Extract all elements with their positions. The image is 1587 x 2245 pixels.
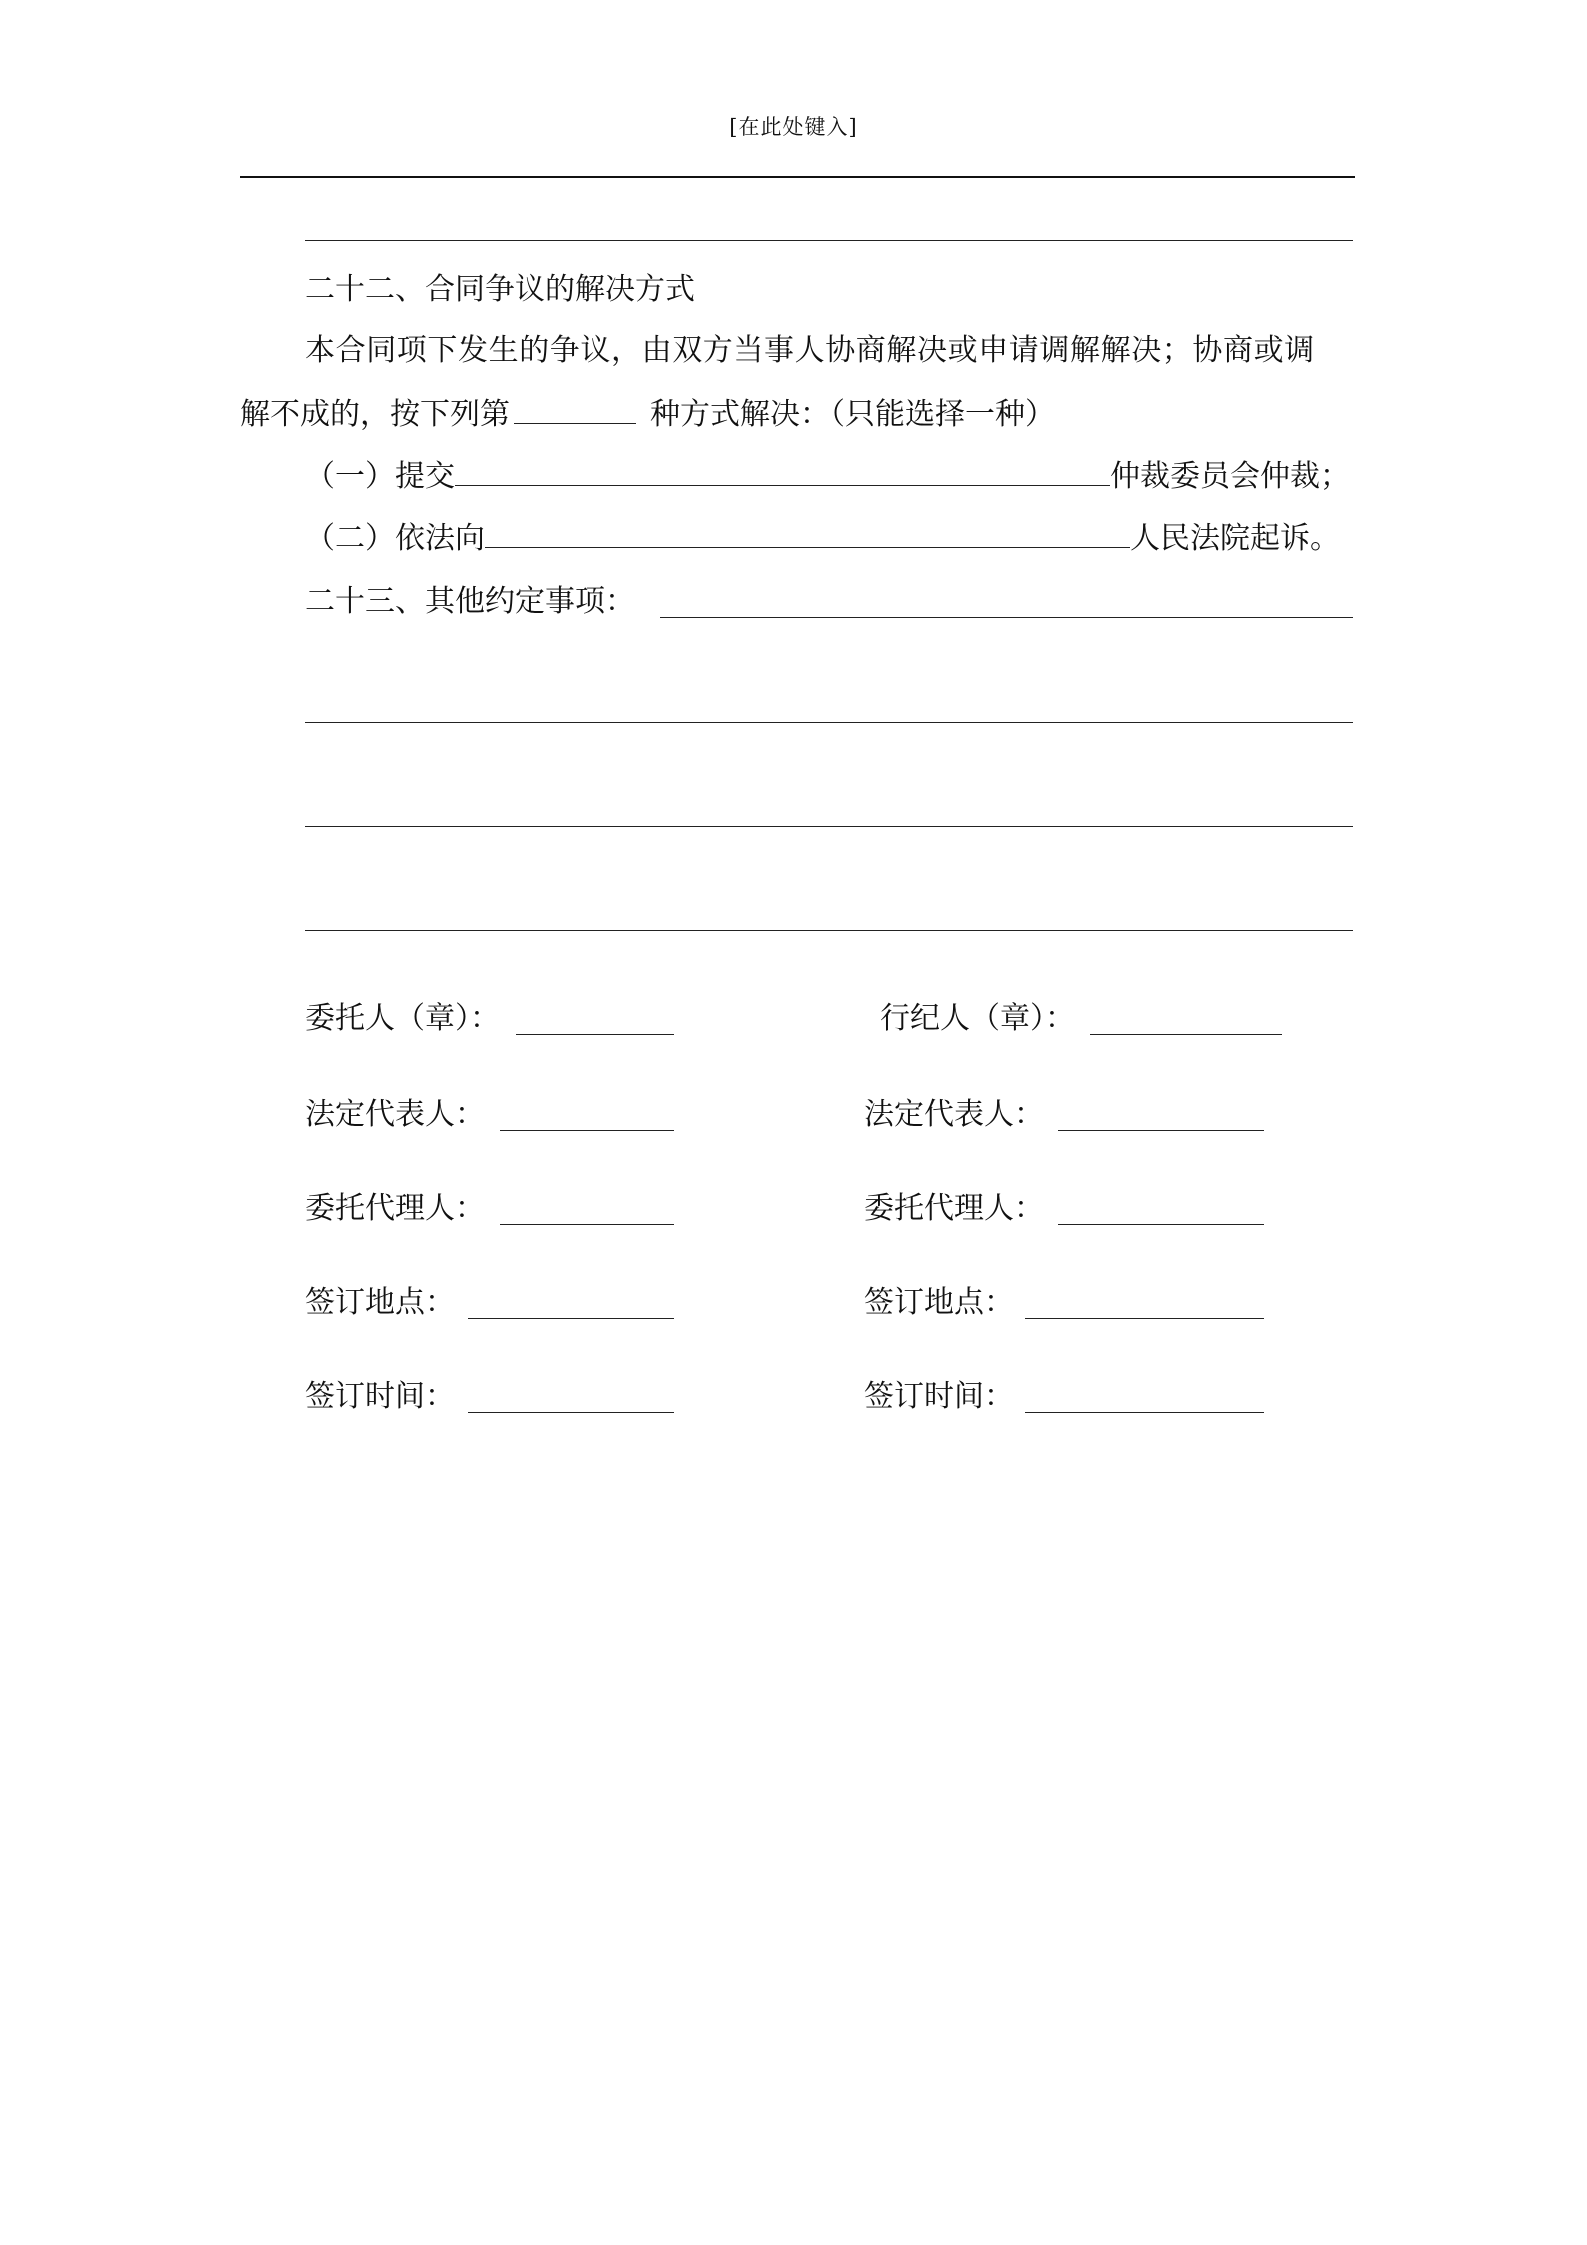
principal-place-blank[interactable]: [468, 1318, 674, 1319]
broker-agent-blank[interactable]: [1058, 1224, 1264, 1225]
broker-place-label: 签订地点：: [864, 1285, 1014, 1320]
broker-legal-rep-blank[interactable]: [1058, 1130, 1264, 1131]
option-2-suffix: 人民法院起诉。: [1130, 521, 1340, 556]
option-arbitration: [305, 455, 1350, 497]
paragraph-line-2-prefix: 解不成的，按下列第: [240, 397, 510, 432]
broker-legal-rep-label: 法定代表人：: [864, 1097, 1044, 1132]
principal-legal-rep-label: 法定代表人：: [305, 1097, 485, 1132]
paragraph-line-2-suffix: 种方式解决：（只能选择一种）: [650, 397, 1055, 432]
section-22-paragraph-line-2: [240, 393, 1055, 435]
broker-place-blank[interactable]: [1025, 1318, 1264, 1319]
broker-agent-label: 委托代理人：: [864, 1191, 1044, 1226]
option-1-suffix: 仲裁委员会仲裁；: [1110, 459, 1350, 494]
broker-time-blank[interactable]: [1025, 1412, 1264, 1413]
principal-seal-label: 委托人（章）：: [305, 1001, 500, 1036]
court-blank[interactable]: [485, 517, 1130, 548]
principal-time-label: 签订时间：: [305, 1379, 455, 1414]
principal-legal-rep-blank[interactable]: [500, 1130, 674, 1131]
option-court: [305, 517, 1340, 559]
principal-agent-label: 委托代理人：: [305, 1191, 485, 1226]
arbitration-committee-blank[interactable]: [455, 455, 1110, 486]
section-23-title: 二十三、其他约定事项：: [305, 584, 635, 619]
other-terms-blank-1[interactable]: [660, 617, 1353, 618]
page-header: [在此处键入]: [729, 115, 858, 139]
other-terms-blank-4[interactable]: [305, 930, 1353, 931]
section-22-paragraph-line-1: 本合同项下发生的争议，由双方当事人协商解决或申请调解解决；协商或调: [305, 333, 1315, 368]
principal-place-label: 签订地点：: [305, 1285, 455, 1320]
method-number-blank[interactable]: [514, 393, 636, 424]
broker-seal-label: 行纪人（章）：: [880, 1001, 1075, 1036]
header-divider: [240, 176, 1355, 178]
principal-agent-blank[interactable]: [500, 1224, 674, 1225]
principal-seal-blank[interactable]: [516, 1034, 674, 1035]
broker-seal-blank[interactable]: [1090, 1034, 1282, 1035]
broker-time-label: 签订时间：: [864, 1379, 1014, 1414]
option-1-prefix: （一）提交: [305, 459, 455, 494]
other-terms-blank-3[interactable]: [305, 826, 1353, 827]
option-2-prefix: （二）依法向: [305, 521, 485, 556]
principal-time-blank[interactable]: [468, 1412, 674, 1413]
section-22-title: 二十二、合同争议的解决方式: [305, 272, 695, 307]
other-terms-blank-2[interactable]: [305, 722, 1353, 723]
continuation-line: [305, 240, 1353, 241]
